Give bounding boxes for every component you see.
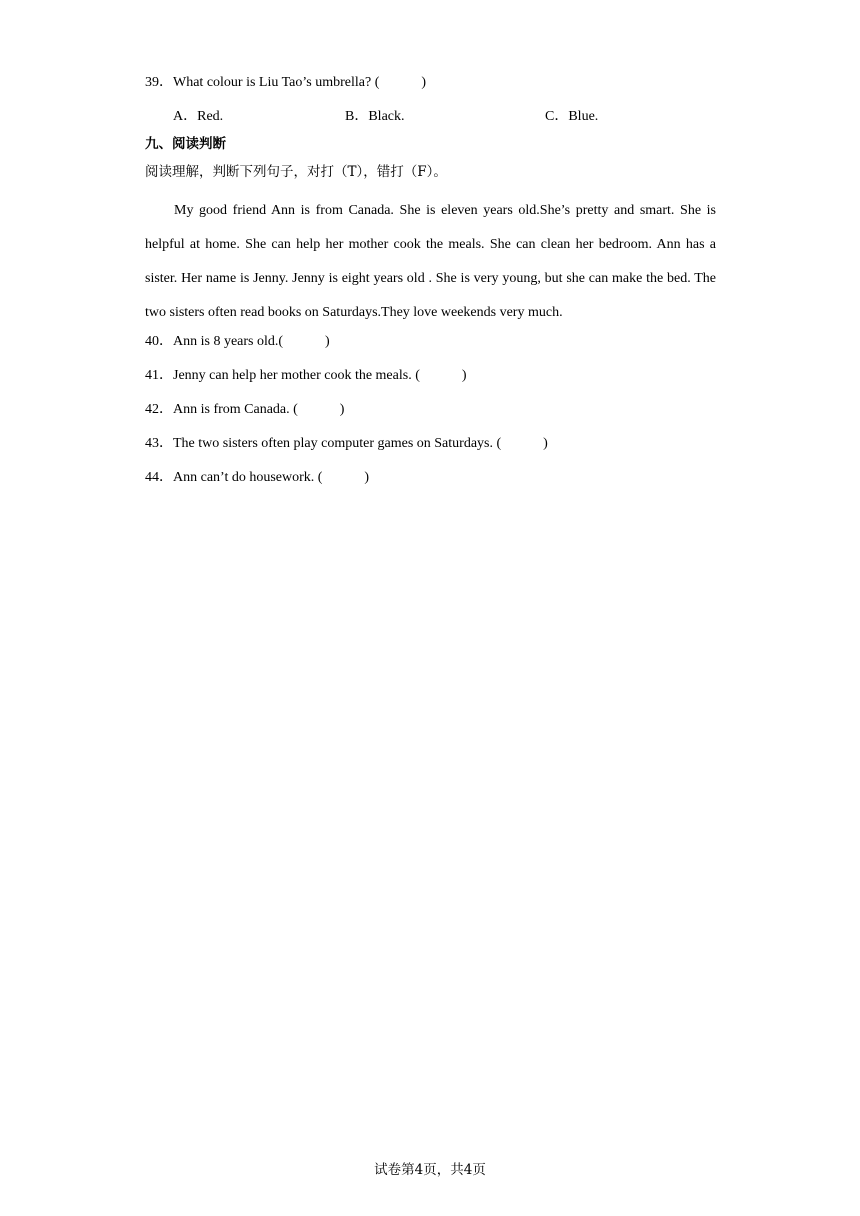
- statement-44: [145, 468, 369, 488]
- option-text: Black.: [368, 109, 405, 124]
- reading-passage: My good friend Ann is from Canada. She is eleven years old.She’s pretty and smart. She is helpful at home. She can help her mother cook the meals. She can clean her bedroom. Ann has a sister. Her name is Jenny. Jenny is eight years old . She is very young, but she can make the bed. The two sisters often read books on Saturdays.They love weekends very much.: [145, 203, 716, 320]
- option-letter: B．: [345, 109, 369, 124]
- statement-text: Ann is 8 years old.( ): [173, 334, 330, 349]
- statement-text: The two sisters often play computer games on Saturdays. ( ): [173, 436, 548, 451]
- option-text: Blue.: [568, 109, 599, 124]
- question-number: 39．: [145, 75, 173, 90]
- statement-number: 41．: [145, 368, 173, 383]
- statement-42: [145, 400, 344, 420]
- statement-text: Ann is from Canada. ( ): [173, 402, 345, 417]
- option-text: Red.: [197, 109, 224, 124]
- statement-number: 43．: [145, 436, 173, 451]
- option-c: [545, 107, 598, 127]
- option-a: [173, 107, 223, 127]
- option-b: [345, 107, 405, 127]
- statement-number: 42．: [145, 402, 173, 417]
- option-letter: A．: [173, 109, 198, 124]
- option-letter: C．: [545, 109, 569, 124]
- question-text: What colour is Liu Tao’s umbrella? ( ): [173, 75, 427, 90]
- statement-41: [145, 366, 467, 386]
- question-39: [145, 73, 426, 93]
- statement-text: Ann can’t do housework. ( ): [173, 470, 370, 485]
- statement-40: [145, 332, 330, 352]
- statement-text: Jenny can help her mother cook the meals. ( ): [173, 368, 467, 383]
- section-title: 九、阅读判断: [145, 136, 226, 152]
- statement-number: 40．: [145, 334, 173, 349]
- page-footer: 试卷第4页，共4页: [374, 1162, 486, 1178]
- section-instruction: 阅读理解，判断下列句子，对打（T），错打（F）。: [145, 164, 447, 180]
- statement-43: [145, 434, 548, 454]
- statement-number: 44．: [145, 470, 173, 485]
